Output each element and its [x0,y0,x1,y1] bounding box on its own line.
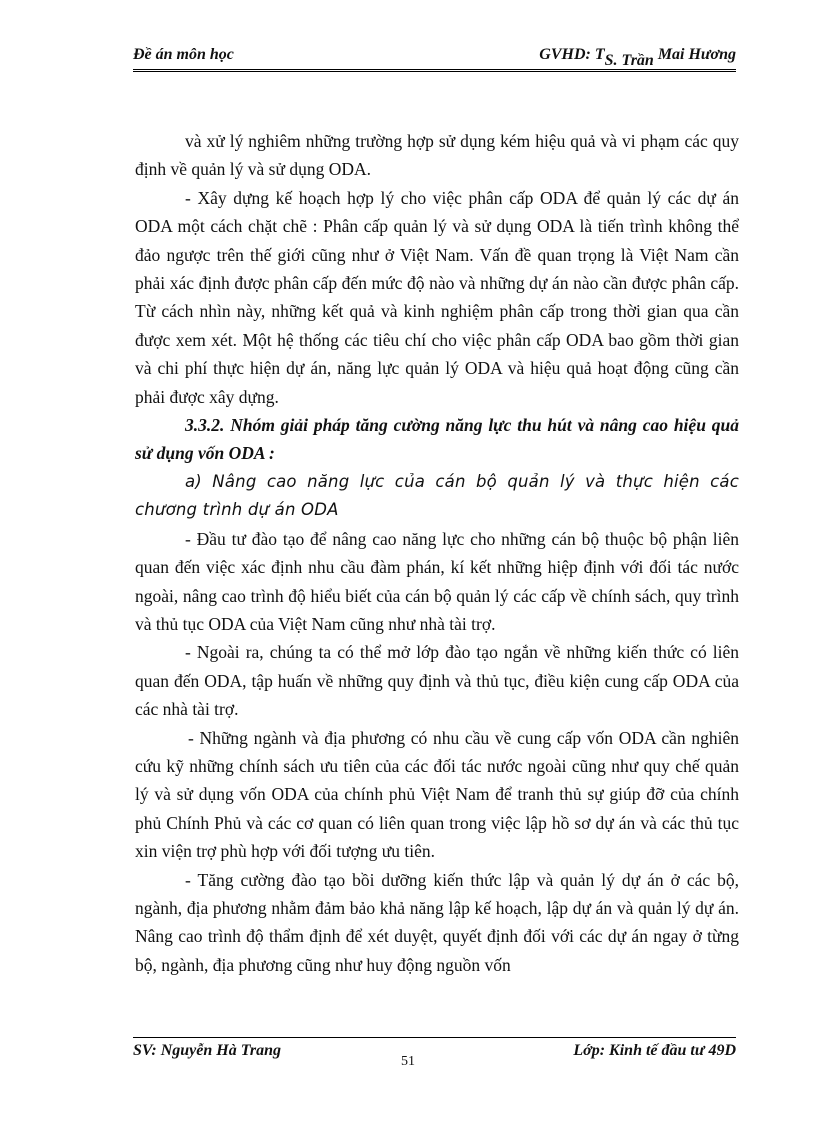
paragraph-short-courses: - Ngoài ra, chúng ta có thể mở lớp đào tạo ngắn về những kiến thức có liên quan đến ODA, tập huấn về những quy định và thủ tục, điều kiện cung cấp ODA của các nhà tài trợ. [135,642,739,720]
footer-class: Lớp: Kinh tế đầu tư 49D [573,1042,736,1059]
header-course-title: Đề án môn học [133,46,234,63]
header-supervisor [539,46,736,69]
paragraph-continued: và xử lý nghiêm những trường hợp sử dụng kém hiệu quả và vi phạm các quy định về quản lý và sử dụng ODA. [135,131,739,180]
paragraph-sectors: - Những ngành và địa phương có nhu cầu về cung cấp vốn ODA cần nghiên cứu kỹ những chính sách ưu tiên của các đối tác nước ngoài cũng như quy chế quản lý và sử dụng vốn ODA của chính phủ Việt Nam để tranh thủ sự giúp đỡ của chính phủ Chính Phủ và các cơ quan có liên quan trong việc lập hồ sơ dự án và các thủ tục xin viện trợ phù hợp với đối tượng ưu tiên. [135,727,739,862]
paragraph-training: - Đầu tư đào tạo để nâng cao năng lực cho những cán bộ thuộc bộ phận liên quan đến việc xác định nhu cầu đàm phán, kí kết những hiệp định với đối tác nước ngoài, nâng cao trình độ hiểu biết của cán bộ quản lý các cấp về chính sách, quy trình và thủ tục ODA của Việt Nam cũng như nhà tài trợ. [135,528,739,634]
footer-rule [133,1037,736,1038]
section-heading: 3.3.2. Nhóm giải pháp tăng cường năng lực thu hút và nâng cao hiệu quả sử dụng vốn ODA : [135,415,739,464]
paragraph-decentralization: - Xây dựng kế hoạch hợp lý cho việc phân cấp ODA để quản lý các dự án ODA một cách chặt chẽ : Phân cấp quản lý và sử dụng ODA là tiến trình không thể đảo ngược trên thế giới cũng như ở Việt Nam. Vấn đề quan trọng là Việt Nam cần phải xác định được phân cấp đến mức độ nào và những dự án nào cần được phân cấp. Từ cách nhìn này, những kết quả và kinh nghiệm phân cấp trong thời gian qua cần được xem xét. Một hệ thống các tiêu chí cho việc phân cấp ODA bao gồm thời gian và chi phí thực hiện dự án, năng lực quản lý ODA và hiệu quả hoạt động cũng cần phải được xây dựng. [135,187,739,407]
page-number: 51 [401,1054,415,1069]
subheading: a) Nâng cao năng lực của cán bộ quản lý và thực hiện các chương trình dự án ODA [135,471,739,520]
header-supervisor-prefix: GVHD: T [539,46,605,63]
document-body [135,127,739,979]
header-rule [133,69,736,72]
paragraph-capacity: - Tăng cường đào tạo bồi dưỡng kiến thức lập và quản lý dự án ở các bộ, ngành, địa phương nhằm đảm bảo khả năng lập kế hoạch, lập dự án và quản lý dự án. Nâng cao trình độ thẩm định để xét duyệt, quyết định đối với các dự án ngay ở từng bộ, ngành, địa phương cũng như huy động nguồn vốn [135,869,739,975]
footer-student: SV: Nguyễn Hà Trang [133,1042,282,1059]
header-supervisor-suffix: Mai Hương [653,46,736,63]
header-supervisor-sub: S. Trần [604,52,654,69]
page-header [133,44,736,68]
